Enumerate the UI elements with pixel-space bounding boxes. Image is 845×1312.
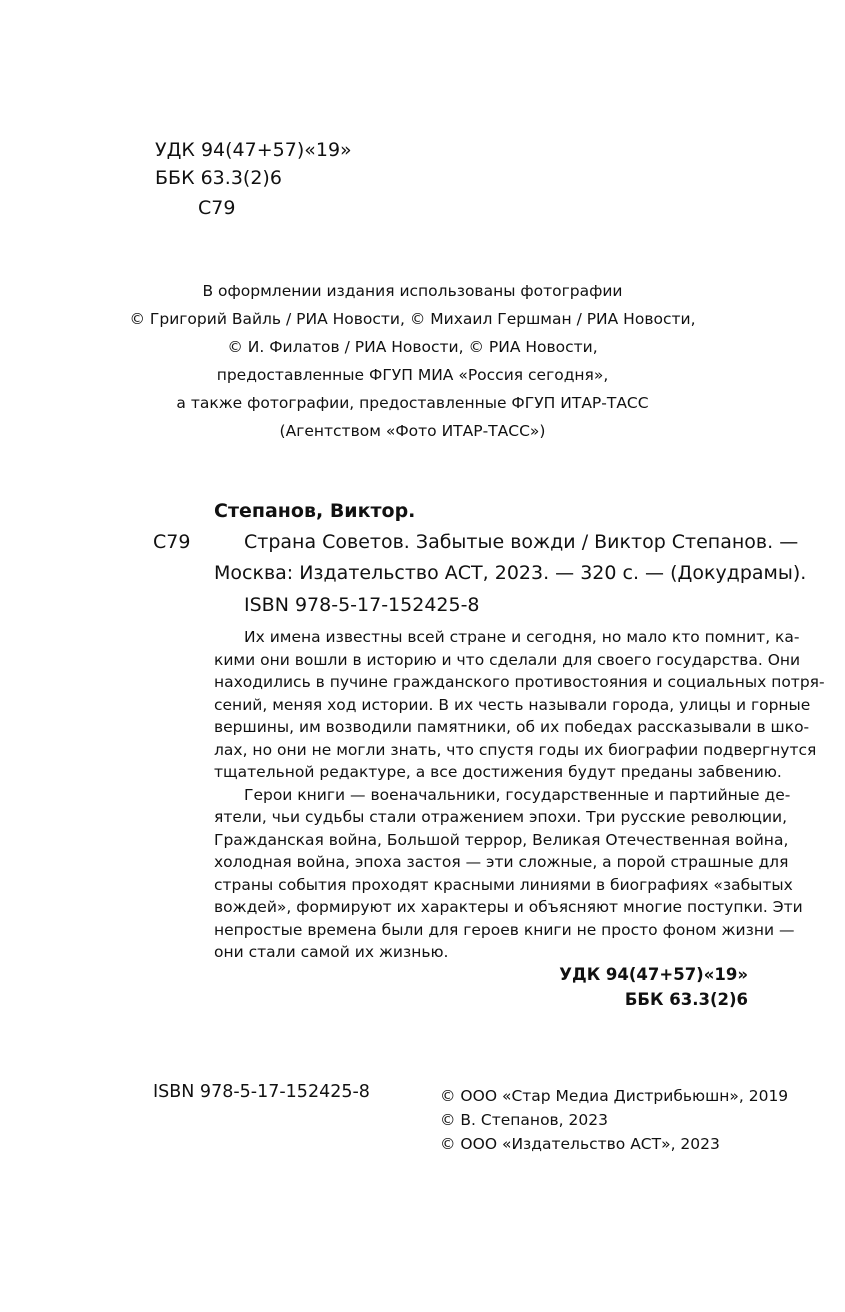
bbk-code-top: ББК 63.3(2)6: [155, 167, 282, 189]
udk-code-top: УДК 94(47+57)«19»: [155, 139, 352, 161]
isbn-bibliographic: ISBN 978-5-17-152425-8: [244, 594, 480, 616]
copyright-line: © ООО «Стар Медиа Дистрибьюшн», 2019: [440, 1087, 789, 1105]
abstract-line: непростые времена были для героев книги не просто фоном жизни —: [214, 920, 795, 939]
abstract-line: страны события проходят красными линиями в биографиях «забытых: [214, 875, 793, 894]
photo-credit-line: (Агентством «Фото ИТАР-ТАСС»): [279, 422, 546, 440]
photo-credit-line: © И. Филатов / РИА Новости, © РИА Новости,: [227, 338, 598, 356]
abstract: [214, 626, 825, 964]
abstract-line: Гражданская война, Большой террор, Великая Отечественная война,: [214, 830, 789, 849]
photo-credit-line: предоставленные ФГУП МИА «Россия сегодня»,: [216, 366, 609, 384]
abstract-line: лах, но они не могли знать, что спустя годы их биографии подвергнутся: [214, 740, 817, 759]
abstract-line: вождей», формируют их характеры и объясняют многие поступки. Эти: [214, 898, 803, 916]
abstract-line: ятели, чьи судьбы стали отражением эпохи. Три русские революции,: [214, 808, 788, 826]
abstract-line: тщательной редактуре, а все достижения будут преданы забвению.: [214, 763, 782, 781]
copyright-list: [440, 1084, 788, 1156]
abstract-line: Герои книги — военачальники, государственные и партийные де-: [244, 785, 791, 804]
udk-code-bottom: УДК 94(47+57)«19»: [559, 965, 748, 984]
author-heading: Степанов, Виктор.: [214, 500, 416, 522]
copyright-line: © В. Степанов, 2023: [440, 1111, 608, 1129]
isbn-footer: ISBN 978-5-17-152425-8: [153, 1082, 370, 1102]
copyright-line: © ООО «Издательство АСТ», 2023: [440, 1135, 720, 1153]
bbk-code-bottom: ББК 63.3(2)6: [624, 990, 748, 1009]
bibliographic-line-1: Страна Советов. Забытые вожди / Виктор Степанов. —: [244, 531, 799, 553]
author-mark-top: С79: [198, 197, 236, 219]
abstract-line: находились в пучине гражданского противостояния и социальных потря-: [214, 673, 825, 691]
abstract-line: сений, меняя ход истории. В их честь называли города, улицы и горные: [214, 695, 811, 714]
photo-credits: [80, 277, 745, 445]
abstract-line: кими они вошли в историю и что сделали для своего государства. Они: [214, 650, 801, 669]
abstract-line: холодная война, эпоха застоя — эти сложные, а порой страшные для: [214, 853, 789, 871]
photo-credit-line: © Григорий Вайль / РИА Новости, © Михаил Гершман / РИА Новости,: [129, 310, 696, 328]
abstract-line: они стали самой их жизнью.: [214, 943, 449, 961]
bibliographic-line-2: Москва: Издательство АСТ, 2023. — 320 с. — (Докудрамы).: [214, 562, 807, 584]
abstract-line: вершины, им возводили памятники, об их победах рассказывали в шко-: [214, 718, 810, 736]
photo-credit-line: а также фотографии, предоставленные ФГУП ИТАР-ТАСС: [176, 394, 649, 412]
abstract-line: Их имена известны всей стране и сегодня, но мало кто помнит, ка-: [244, 628, 800, 646]
author-mark-side: С79: [153, 531, 191, 553]
photo-credit-line: В оформлении издания использованы фотографии: [202, 282, 623, 300]
classification-codes-bottom: [559, 962, 748, 1012]
